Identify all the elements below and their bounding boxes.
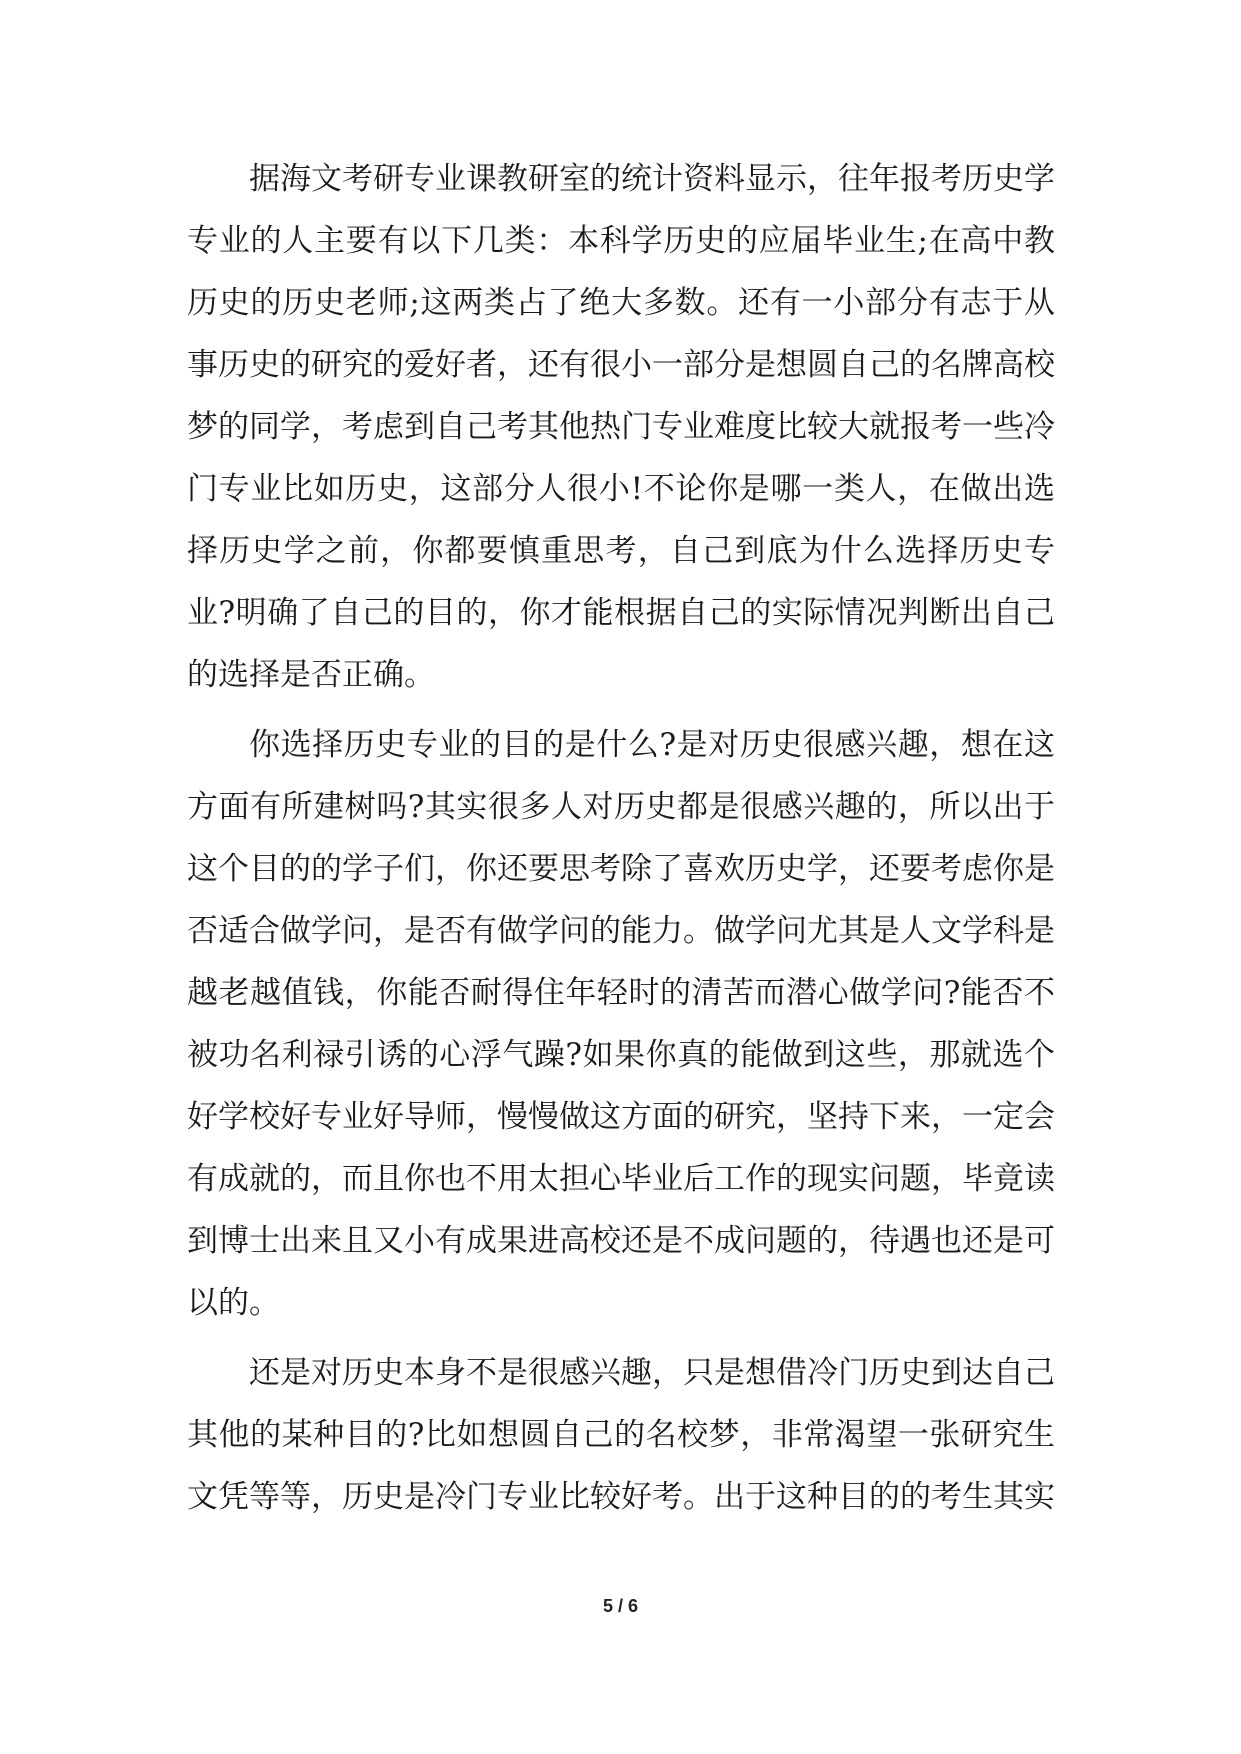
- document-body: [187, 148, 1055, 1536]
- paragraph-1: 据海文考研专业课教研室的统计资料显示，往年报考历史学专业的人主要有以下几类：本科学历史的应届毕业生;在高中教历史的历史老师;这两类占了绝大多数。还有一小部分有志于从事历史的研究的爱好者，还有很小一部分是想圆自己的名牌高校梦的同学，考虑到自己考其他热门专业难度比较大就报考一些冷门专业比如历史，这部分人很小!不论你是哪一类人，在做出选择历史学之前，你都要慎重思考，自己到底为什么选择历史专业?明确了自己的目的，你才能根据自己的实际情况判断出自己的选择是否正确。: [187, 161, 1055, 693]
- page-number: 5 / 6: [602, 1596, 639, 1616]
- paragraph-3: 还是对历史本身不是很感兴趣，只是想借冷门历史到达自己其他的某种目的?比如想圆自己的名校梦，非常渴望一张研究生文凭等等，历史是冷门专业比较好考。出于这种目的的考生其实: [187, 1355, 1055, 1515]
- paragraph-2: 你选择历史专业的目的是什么?是对历史很感兴趣，想在这方面有所建树吗?其实很多人对历史都是很感兴趣的，所以出于这个目的的学子们，你还要思考除了喜欢历史学，还要考虑你是否适合做学问，是否有做学问的能力。做学问尤其是人文学科是越老越值钱，你能否耐得住年轻时的清苦而潜心做学问?能否不被功名利禄引诱的心浮气躁?如果你真的能做到这些，那就选个好学校好专业好导师，慢慢做这方面的研究，坚持下来，一定会有成就的，而且你也不用太担心毕业后工作的现实问题，毕竟读到博士出来且又小有成果进高校还是不成问题的，待遇也还是可以的。: [187, 727, 1055, 1321]
